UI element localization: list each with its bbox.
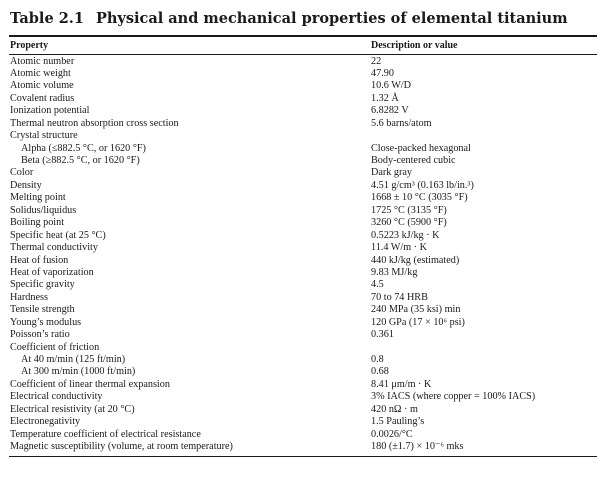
table-row	[9, 56, 597, 68]
table-number: Table 2.1	[10, 10, 84, 27]
property-cell: Solidus/liquidus	[10, 204, 77, 216]
table-row	[9, 342, 597, 354]
property-cell: Specific heat (at 25 °C)	[10, 229, 106, 241]
value-cell	[371, 130, 597, 142]
table-row	[9, 80, 597, 92]
property-cell: Atomic weight	[10, 67, 71, 79]
property-cell: Atomic number	[10, 55, 75, 67]
value-cell: 11.4 W/m · K	[371, 242, 428, 254]
property-cell: Coefficient of friction	[10, 341, 100, 353]
table-row	[9, 205, 597, 217]
table-row	[9, 105, 597, 117]
table-row	[9, 354, 597, 366]
value-cell: 4.51 g/cm³ (0.163 lb/in.³)	[371, 179, 474, 191]
value-cell: 3260 °C (5900 °F)	[371, 217, 447, 229]
property-cell: Thermal conductivity	[10, 242, 98, 254]
property-cell: Thermal neutron absorption cross section	[10, 117, 179, 129]
value-cell: 1668 ± 10 °C (3035 °F)	[371, 192, 468, 204]
value-cell: 70 to 74 HRB	[371, 291, 428, 303]
property-cell: Ionization potential	[10, 105, 90, 117]
table-row	[9, 292, 597, 304]
value-cell: 0.5223 kJ/kg · K	[371, 229, 440, 241]
table-row	[9, 279, 597, 291]
property-cell: Magnetic susceptibility (volume, at room temperature)	[10, 441, 233, 453]
value-cell: 420 nΩ · m	[371, 403, 418, 415]
table-row	[9, 329, 597, 341]
value-cell: 120 GPa (17 × 10⁶ psi)	[371, 316, 465, 328]
table-caption	[10, 10, 597, 28]
value-cell: 0.361	[371, 329, 394, 341]
table-row	[9, 143, 597, 155]
value-cell: 240 MPa (35 ksi) min	[371, 304, 461, 316]
property-cell: Density	[10, 179, 42, 191]
property-cell: Boiling point	[10, 217, 65, 229]
value-cell: Close-packed hexagonal	[371, 142, 471, 154]
table-row	[9, 118, 597, 130]
property-cell: Color	[10, 167, 34, 179]
table-row	[9, 155, 597, 167]
property-cell: Tensile strength	[10, 304, 75, 316]
table-row	[9, 391, 597, 403]
value-cell: Dark gray	[371, 167, 413, 179]
value-cell: 5.6 barns/atom	[371, 117, 432, 129]
bottom-rule	[9, 456, 597, 457]
table-row	[9, 217, 597, 229]
property-cell: Young’s modulus	[10, 316, 82, 328]
value-cell: 3% IACS (where copper = 100% IACS)	[371, 391, 536, 403]
value-cell: 9.83 MJ/kg	[371, 266, 418, 278]
value-cell: 6.8282 V	[371, 105, 409, 117]
table-row	[9, 404, 597, 416]
table-row	[9, 304, 597, 316]
value-cell: 440 kJ/kg (estimated)	[371, 254, 460, 266]
table-row	[9, 429, 597, 441]
property-cell: At 40 m/min (125 ft/min)	[21, 354, 126, 365]
property-cell: Temperature coefficient of electrical resistance	[10, 428, 201, 440]
value-cell: 1.5 Pauling’s	[371, 416, 425, 428]
table-row	[9, 441, 597, 453]
value-cell: 0.8	[371, 354, 384, 365]
table-row	[9, 180, 597, 192]
table-row	[9, 167, 597, 179]
value-cell: 1.32 Å	[371, 92, 399, 104]
table-row	[9, 416, 597, 428]
value-cell: 180 (±1.7) × 10⁻⁶ mks	[371, 441, 464, 453]
table-row	[9, 242, 597, 254]
property-cell: Poisson’s ratio	[10, 329, 70, 341]
property-cell: Electrical conductivity	[10, 391, 103, 403]
value-cell: 0.68	[371, 366, 389, 378]
property-cell: Covalent radius	[10, 92, 75, 104]
table-row	[9, 192, 597, 204]
property-cell: Atomic volume	[10, 80, 74, 92]
value-cell: 0.0026/°C	[371, 428, 413, 440]
header-property: Property	[10, 39, 49, 51]
value-cell: 8.41 μm/m · K	[371, 378, 432, 390]
table-row	[9, 68, 597, 80]
property-cell: Electrical resistivity (at 20 °C)	[10, 403, 135, 415]
value-cell: 1725 °C (3135 °F)	[371, 204, 447, 216]
table-row	[9, 267, 597, 279]
property-cell: Beta (≥882.5 °C, or 1620 °F)	[21, 155, 140, 166]
table-row	[9, 230, 597, 242]
property-cell: Electronegativity	[10, 416, 81, 428]
value-cell	[371, 342, 597, 354]
value-cell: 22	[371, 55, 382, 67]
value-cell: 4.5	[371, 279, 384, 291]
header-value: Description or value	[371, 39, 458, 51]
table-row	[9, 130, 597, 142]
property-cell: Alpha (≤882.5 °C, or 1620 °F)	[21, 142, 146, 154]
property-cell: At 300 m/min (1000 ft/min)	[21, 366, 136, 378]
table-body	[9, 55, 597, 456]
document-page	[9, 10, 597, 457]
property-cell: Heat of fusion	[10, 254, 69, 266]
table-row	[9, 317, 597, 329]
value-cell: 10.6 W/D	[371, 80, 411, 92]
value-cell: 47.90	[371, 67, 394, 79]
property-cell: Melting point	[10, 192, 66, 204]
value-cell: Body-centered cubic	[371, 155, 456, 166]
table-row	[9, 366, 597, 378]
property-cell: Heat of vaporization	[10, 266, 94, 278]
property-cell: Coefficient of linear thermal expansion	[10, 378, 170, 390]
table-row	[9, 379, 597, 391]
table-row	[9, 93, 597, 105]
property-cell: Hardness	[10, 291, 48, 303]
table-header	[9, 37, 597, 54]
property-cell: Specific gravity	[10, 279, 75, 291]
table-row	[9, 255, 597, 267]
table-title: Physical and mechanical properties of elemental titanium	[95, 10, 568, 27]
property-cell: Crystal structure	[10, 130, 78, 142]
